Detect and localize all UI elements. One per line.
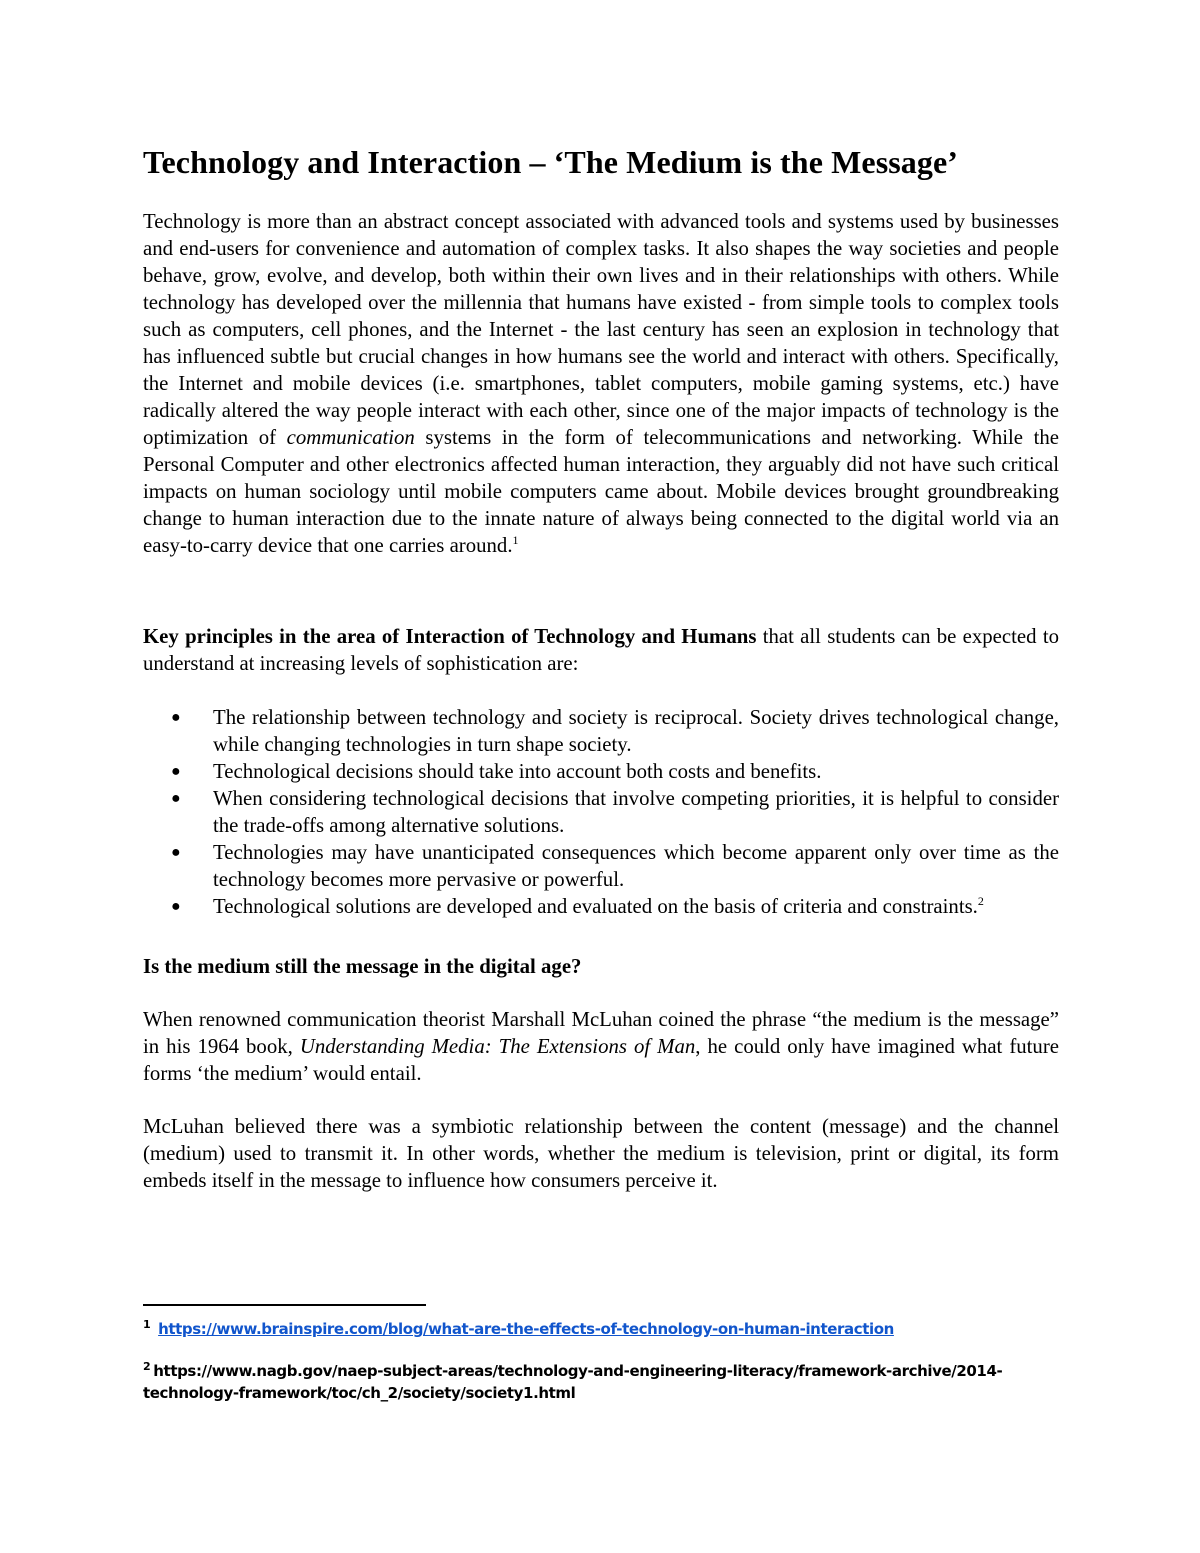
principles-list: [143, 704, 1059, 920]
list-item-text: The relationship between technology and society is reciprocal. Society drives technological change, while changing technologies in turn shape society.: [213, 706, 1059, 756]
footnote-ref-2[interactable]: 2: [977, 894, 984, 909]
list-item: [143, 839, 1059, 893]
footnote-2: [143, 1360, 1043, 1404]
bullet-icon: ●: [171, 709, 181, 726]
footnote-1: [143, 1318, 1043, 1340]
principles-intro-rest: that all students can be expected to understand at increasing levels of sophistication are:: [143, 625, 1059, 675]
page-title: Technology and Interaction – ‘The Medium is the Message’: [143, 144, 959, 180]
principles-intro-paragraph: [143, 623, 1059, 677]
list-item-text: Technological solutions are developed and evaluated on the basis of criteria and constraints.: [213, 895, 978, 918]
footnote-separator: [143, 1304, 426, 1306]
mcluhan-paragraph-2: McLuhan believed there was a symbiotic relationship between the content (message) and the channel (medium) used to transmit it. In other words, whether the medium is television, print or digital, its form embeds itself in the message to influence how consumers perceive it.: [143, 1115, 1059, 1192]
bullet-icon: ●: [171, 898, 181, 915]
document-body: [143, 142, 1059, 1194]
list-item: [143, 785, 1059, 839]
intro-text-part-1: Technology is more than an abstract concept associated with advanced tools and systems used by businesses and end-users for convenience and automation of complex tasks. It also shapes the way societies and people behave, grow, evolve, and develop, both within their own lives and in their relationships with others. While technology has developed over the millennia that humans have existed - from simple tools to complex tools such as computers, cell phones, and the Internet - the last century has seen an explosion in technology that has influenced subtle but crucial changes in how humans see the world and interact with others. Specifically, the Internet and mobile devices (i.e. smartphones, tablet computers, mobile gaming systems, etc.) have radically altered the way people interact with each other, since one of the major impacts of technology is the optimization of: [143, 210, 1059, 449]
mcluhan-paragraph-1: [143, 1006, 1059, 1087]
list-item-text: When considering technological decisions that involve competing priorities, it is helpful to consider the trade-offs among alternative solutions.: [213, 787, 1059, 837]
intro-text-part-2: systems in the form of telecommunications and networking. While the Personal Computer and other electronics affected human interaction, they arguably did not have such critical impacts on human sociology until mobile computers came about. Mobile devices brought groundbreaking change to human interaction due to the innate nature of always being connected to the digital world via an easy-to-carry device that one carries around.: [143, 426, 1059, 557]
list-item: [143, 704, 1059, 758]
principles-intro-bold: Key principles in the area of Interaction of Technology and Humans: [143, 625, 757, 648]
mcluhan-text-part-2: , he could only have imagined what future forms ‘the medium’ would entail.: [143, 1035, 1059, 1085]
intro-emphasis-communication: communication: [286, 426, 415, 449]
list-item-text: Technologies may have unanticipated consequences which become apparent only over time as the technology becomes more pervasive or powerful.: [213, 841, 1059, 891]
bullet-icon: ●: [171, 763, 181, 780]
bullet-icon: ●: [171, 844, 181, 861]
intro-paragraph: [143, 208, 1059, 559]
mcluhan-text-part-1: When renowned communication theorist Marshall McLuhan coined the phrase “the medium is the message” in his 1964 book,: [143, 1008, 1059, 1058]
footnote-ref-1[interactable]: 1: [512, 533, 519, 548]
section-heading: Is the medium still the message in the digital age?: [143, 955, 582, 978]
book-title: Understanding Media: The Extensions of Man: [299, 1035, 696, 1058]
footnote-text: https://www.nagb.gov/naep-subject-areas/technology-and-engineering-literacy/framework-archive/2014-technology-framework/toc/ch_2/society/society1.html: [143, 1362, 1003, 1402]
footnote-mark: 1: [143, 1318, 151, 1331]
list-item-text: Technological decisions should take into account both costs and benefits.: [213, 760, 822, 783]
footnotes: [143, 1318, 1043, 1404]
list-item: [143, 758, 1059, 785]
footnote-link[interactable]: https://www.brainspire.com/blog/what-are-the-effects-of-technology-on-human-interaction: [158, 1320, 894, 1338]
list-item: [143, 893, 1059, 920]
bullet-icon: ●: [171, 790, 181, 807]
footnote-mark: 2: [143, 1360, 151, 1373]
